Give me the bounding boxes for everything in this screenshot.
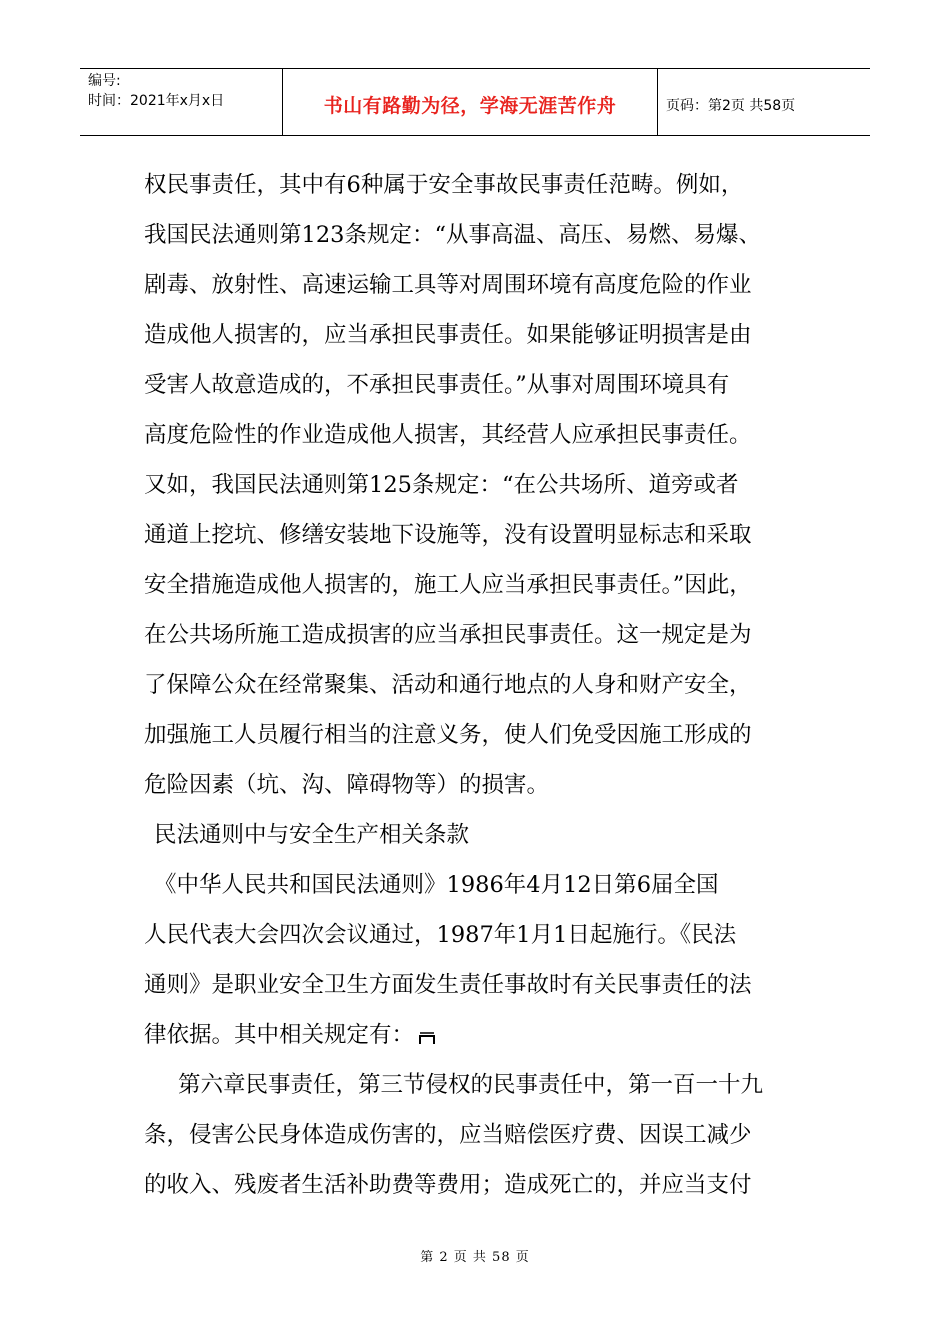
- body-line: 通则》是职业安全卫生方面发生责任事故时有关民事责任的法: [144, 972, 752, 998]
- body-line: 人民代表大会四次会议通过，1987年1月1日起施行。《民法: [144, 922, 737, 948]
- header-meta: [80, 69, 282, 135]
- body-line: 剧毒、放射性、高速运输工具等对周围环境有高度危险的作业: [144, 272, 752, 298]
- body-line-with-mark: [144, 1010, 806, 1060]
- body-line: 造成他人损害的，应当承担民事责任。如果能够证明损害是由: [144, 322, 752, 348]
- document-number-label: 编号:: [88, 73, 121, 89]
- body-line: 了保障公众在经常聚集、活动和通行地点的人身和财产安全，: [144, 672, 752, 698]
- section-title: 民法通则中与安全生产相关条款: [154, 822, 470, 848]
- header-motto: 书山有路勤为径，学海无涯苦作舟: [282, 69, 658, 135]
- page-footer: 第 2 页 共 58 页: [420, 1250, 530, 1265]
- document-date-label: 时间：2021年x月x日: [88, 93, 225, 109]
- body-line: 又如，我国民法通则第125条规定：“在公共场所、道旁或者: [144, 472, 739, 498]
- header-page-number: 页码：第2页 共58页: [666, 98, 796, 114]
- body-line: 受害人故意造成的，不承担民事责任。”从事对周围环境具有: [144, 372, 730, 398]
- body-line: 第六章民事责任，第三节侵权的民事责任中，第一百一十九: [178, 1072, 764, 1098]
- body-line: 《中华人民共和国民法通则》1986年4月12日第6届全国: [154, 872, 719, 898]
- page-header: [80, 68, 870, 136]
- body-line: 条，侵害公民身体造成伤害的，应当赔偿医疗费、因误工减少: [144, 1122, 752, 1148]
- bracket-mark-icon: [418, 1031, 436, 1045]
- body-line-text: 律依据。其中相关规定有：: [144, 1022, 415, 1048]
- body-line: 我国民法通则第123条规定：“从事高温、高压、易燃、易爆、: [144, 222, 761, 248]
- body-line: 高度危险性的作业造成他人损害，其经营人应承担民事责任。: [144, 422, 752, 448]
- body-line: 在公共场所施工造成损害的应当承担民事责任。这一规定是为: [144, 622, 752, 648]
- body-line: 权民事责任，其中有6种属于安全事故民事责任范畴。例如，: [144, 172, 744, 198]
- document-body: [144, 160, 806, 1210]
- body-line: 安全措施造成他人损害的，施工人应当承担民事责任。”因此，: [144, 572, 752, 598]
- body-line: 加强施工人员履行相当的注意义务，使人们免受因施工形成的: [144, 722, 752, 748]
- body-line: 危险因素（坑、沟、障碍物等）的损害。: [144, 772, 550, 798]
- body-line: 的收入、残废者生活补助费等费用；造成死亡的，并应当支付: [144, 1172, 752, 1198]
- body-line: 通道上挖坑、修缮安装地下设施等，没有设置明显标志和采取: [144, 522, 752, 548]
